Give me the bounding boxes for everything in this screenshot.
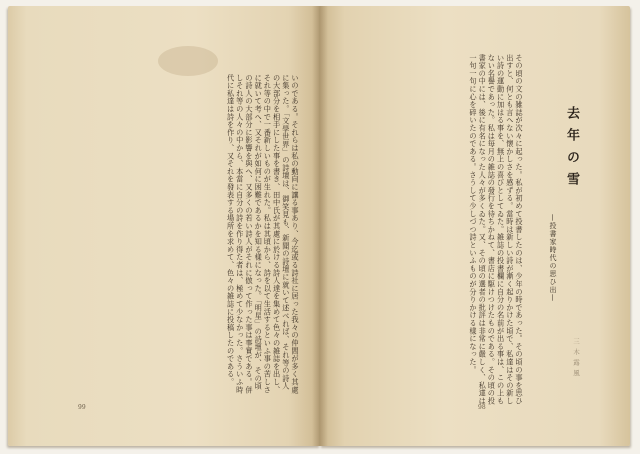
essay-title: 去年の雪	[564, 106, 579, 194]
essay-heading	[548, 106, 588, 406]
essay-author: 三木露風	[572, 338, 580, 380]
left-page-body-text: いのである。それらは私の動向に讓る事あり、今迄或る詩社に居った我々の仲間が多く其處に集った。「文學世界」の詩壇は、御笑見も、新聞の詩壇に就いて述べれば、それ等の詩人の大部分を相手にした事を書き、田中氏が其處に於ける詩人達を集めて色々の雑誌を出し、それ等の中で一番新しいものが生れた。私は其頃から、詩を以て生活するといふ事の苦しさに就いて考へ、又それが如何に困難であるかを知る樣になった。「明星」の詩壇が、その頃の詩人の大部分に影響を與へ、又多くの若い詩人がそれに倣って作った事は事實である。併しそれ等の人々の中から、本當に自分の詩を作り得た者は、極めて少なかった。さういふ時代に私達は詩を作り、又それを發表する場所を求めて、色々の雑誌に投稿したのである。	[226, 74, 300, 394]
left-page	[8, 6, 320, 446]
right-page-body-text: その頃の文の雑誌が次々に起った。私が初めて投書したのは、少年の時であった。その頃の事を思ひ出すと、何とも言へない懐かしさを感ずる。當時は新しい詩が漸く起りかけた頃で、私達はその新しい詩の運動に加はる事を、無上の喜びとしてゐた。雑誌の投書欄に自分の名前が出る事は、この上もない名譽であった。私は毎月の雑誌の發行を待ちかねて、書店に駆けつけたものである。その頃の投書家の中には、後に有名になった人々が多くゐた。又、その頃の選者の批評は非常に嚴しく、私達は一句一句に心を碎いたのである。さうして少しづつ詩といふものが分りかける樣になった。	[468, 54, 524, 405]
paper-stain	[158, 46, 218, 76]
book-gutter	[312, 6, 328, 446]
essay-subtitle: —投書家時代の思ひ出—	[549, 214, 557, 302]
left-page-number: 99	[78, 404, 86, 411]
open-book	[8, 6, 630, 446]
right-page	[320, 6, 630, 446]
right-page-number: 98	[478, 404, 486, 411]
